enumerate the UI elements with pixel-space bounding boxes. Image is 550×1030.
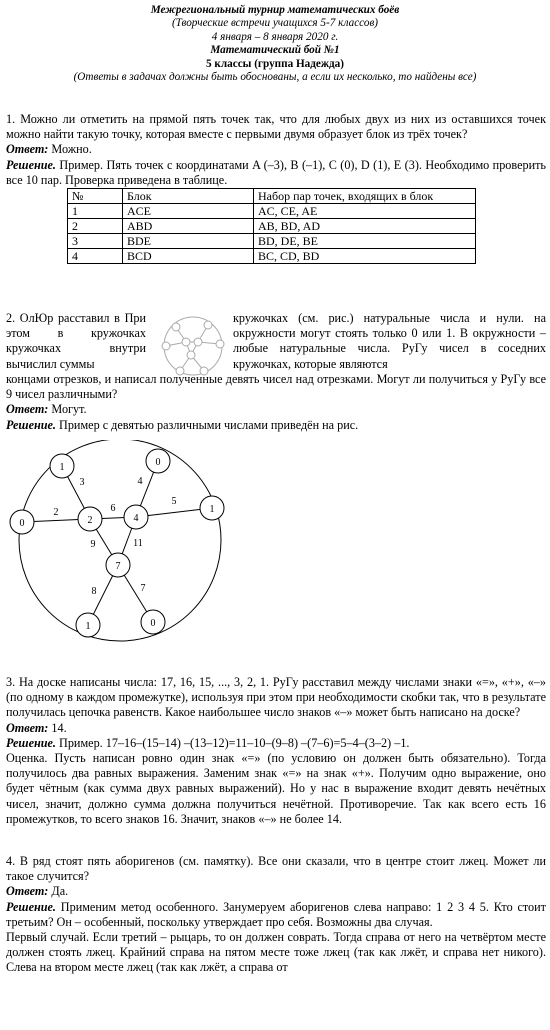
solution-label: Решение. — [6, 735, 56, 750]
node-value: 4 — [133, 513, 139, 524]
problem-4-solution: Применим метод особенного. Занумеруем аборигенов слева направо: 1 2 3 4 5. Кто стоит третьим? Он – особенный, поскольку утверждает про себя. Возможны два случая. — [6, 899, 546, 929]
table-cell: BDE — [123, 234, 254, 249]
problem-2-right: кружочках (см. рис.) натуральные числа и нули. на окружности могут стоять только 0 или 1. В окружности – любые натуральные числа. РуГу чисел в соседних кружочках, которые являются — [233, 311, 546, 371]
node-value: 2 — [87, 515, 93, 526]
table-header-row — [68, 189, 476, 204]
table-cell: 4 — [68, 249, 123, 264]
table-row — [68, 204, 476, 219]
problem-3-solution: Пример. 17–16–(15–14) –(13–12)=11–10–(9–8) –(7–6)=5–4–(3–2) –1. — [55, 735, 410, 750]
table-cell: ACE — [123, 204, 254, 219]
problem-4-case1: Первый случай. Если третий – рыцарь, то он должен соврать. Тогда справа от него на четвёртом месте должен стоять лжец. Крайний справа на пятом месте тоже лжец (так как лжёт, и справа нет никого). Слева на втором месте лжец (так как лжёт, а справа от — [6, 930, 546, 975]
problem-3 — [6, 675, 546, 827]
problem-3-estimate: Оценка. Пусть написан ровно один знак «=» (по условию он должен быть обязательно). Тогда получилось два равных выражения. Заменим знак «=» на знак «+». Получим одно выражение, оно будет чётным (как сумма двух равных выражений). Но у нас в выражение входит девять нечётных чисел, значит, должно сумма должна получиться нечётной. Противоречие. Так как всего есть 16 промежутков, то всего знаков 16. Значит, знаков «–» не более 14. — [6, 751, 546, 826]
table-cell: 2 — [68, 219, 123, 234]
problem-1-answer: Можно. — [48, 142, 92, 157]
problem-1-solution: Пример. Пять точек с координатами A (–3), B (–1), C (0), D (1), E (3). Необходимо проверить все 10 пар. Проверка приведена в таблице. — [6, 157, 546, 187]
node-value: 0 — [155, 457, 161, 468]
tournament-title: Межрегиональный турнир математических боёв — [150, 4, 400, 16]
edge-label: 2 — [53, 507, 59, 518]
small-diagram — [160, 315, 226, 377]
answer-label: Ответ: — [6, 142, 49, 157]
problem-2-solution: Пример с девятью различными числами приведён на рис. — [55, 417, 359, 432]
table-cell: BCD — [123, 249, 254, 264]
solution-label: Решение. — [6, 417, 56, 432]
header — [0, 4, 550, 84]
edge-label: 9 — [90, 539, 96, 550]
edge-label: 3 — [79, 477, 85, 488]
node-value: 0 — [150, 618, 156, 629]
edge-label: 5 — [171, 496, 177, 507]
group-title: 5 классы (группа Надежда) — [206, 57, 344, 70]
answer-label: Ответ: — [6, 884, 49, 899]
edge-label: 7 — [140, 583, 146, 594]
solution-label: Решение. — [6, 157, 56, 172]
outer-circle — [19, 440, 221, 641]
node-value: 1 — [85, 621, 91, 632]
answer-label: Ответ: — [6, 402, 49, 417]
problem-1 — [6, 112, 546, 264]
table-cell: 1 — [68, 204, 123, 219]
problem-4-answer: Да. — [48, 884, 69, 899]
node-value: 1 — [209, 504, 215, 515]
table-cell: 3 — [68, 234, 123, 249]
node-value: 0 — [19, 518, 25, 529]
problem-3-text: 3. На доске написаны числа: 17, 16, 15, ..., 3, 2, 1. РуГу расставил между числами знаки «=», «+», «–» (по одному в каждом промежутке), используя при этом при необходимости скобки так, что в результате получилась цепочка равенств. Какое наибольшее число знаков «–» может быть написано на доске? — [6, 675, 546, 720]
instructions: (Ответы в задачах должны быть обоснованы, а если их несколько, то найдены все) — [73, 71, 477, 84]
table-header-cell: Блок — [123, 189, 254, 204]
edge-label: 8 — [91, 586, 97, 597]
blocks-table — [67, 188, 476, 264]
node-value: 1 — [59, 462, 65, 473]
edge-label: 6 — [110, 503, 116, 514]
problem-3-answer: 14. — [48, 720, 67, 735]
table-cell: ABD — [123, 219, 254, 234]
table-cell: AB, BD, AD — [254, 219, 476, 234]
table-cell: BD, DE, BE — [254, 234, 476, 249]
table-row — [68, 234, 476, 249]
problem-4-text: 4. В ряд стоят пять аборигенов (см. памятку). Все они сказали, что в центре стоит лжец. Может ли такое случится? — [6, 854, 546, 884]
problem-4 — [6, 854, 546, 976]
table-row — [68, 219, 476, 234]
problem-1-text: 1. Можно ли отметить на прямой пять точек так, что для любых двух из них из оставшихся точек можно найти такую точку, которая вместе с первыми двумя образует блок из трёх точек? — [6, 112, 546, 142]
edge-label: 4 — [137, 476, 143, 487]
table-cell: AC, CE, AE — [254, 204, 476, 219]
subtitle: (Творческие встречи учащихся 5-7 классов) — [171, 17, 379, 30]
node-value: 7 — [115, 561, 121, 572]
problem-2-answer: Могут. — [48, 402, 87, 417]
answer-label: Ответ: — [6, 720, 49, 735]
table-row — [68, 249, 476, 264]
problem-2-text: концами отрезков, и написал полученные девять чисел над отрезками. Могут ли получиться у РуГу все 9 чисел различными? — [6, 372, 546, 402]
table-cell: BC, CD, BD — [254, 249, 476, 264]
problem-2-rest — [6, 372, 546, 433]
battle-title: Математический бой №1 — [210, 44, 340, 57]
problem-2-left: 2. ОлЮр расставил в При этом в кружочках кружочках внутри вычислил суммы — [6, 311, 146, 371]
graph-figure — [0, 440, 250, 650]
dates: 4 января – 8 января 2020 г. — [211, 30, 339, 43]
table-header-cell: № — [68, 189, 123, 204]
table-header-cell: Набор пар точек, входящих в блок — [254, 189, 476, 204]
solution-label: Решение. — [6, 899, 56, 914]
edge-label: 11 — [133, 538, 143, 549]
